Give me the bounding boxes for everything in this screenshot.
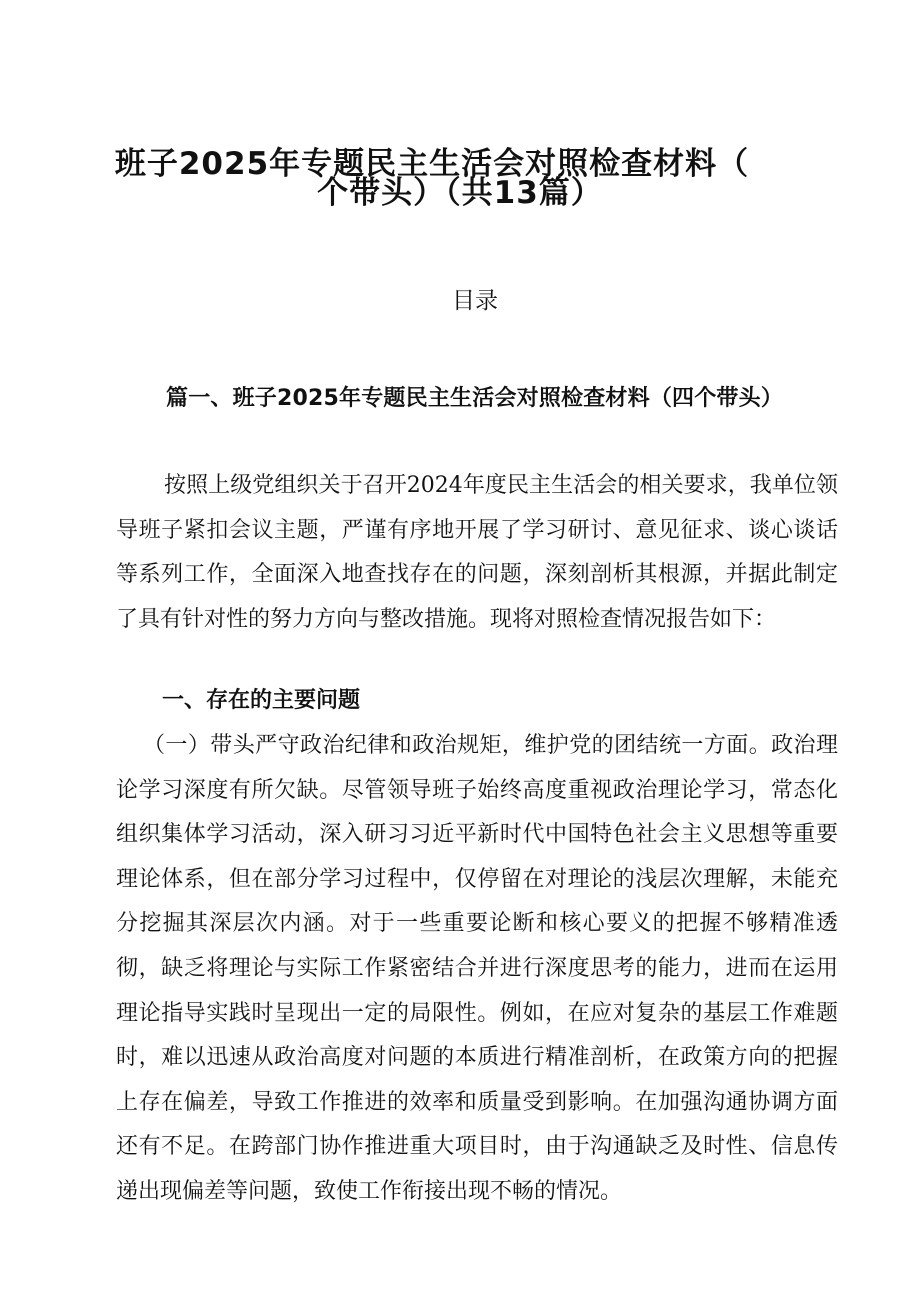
intro-paragraph: 按照上级党组织关于召开2024年度民主生活会的相关要求，我单位领导班子紧扣会议主题，严谨有序地开展了学习研讨、意见征求、谈心谈话等系列工作，全面深入地查找存在的问题，深刻剖析其根源，并据此制定了具有针对性的努力方向与整改措施。现将对照检查情况报告如下：	[116, 473, 838, 632]
table-of-contents-label: 目录	[452, 288, 498, 314]
heading-main-problems: 一、存在的主要问题	[162, 688, 361, 713]
document-title-line-2: 个带头）（共13篇）	[317, 175, 603, 211]
document-title-line-1: 班子2025年专题民主生活会对照检查材料（	[114, 146, 750, 182]
section-title: 篇一、班子2025年专题民主生活会对照检查材料（四个带头）	[166, 386, 784, 411]
problem-paragraph: （一）带头严守政治纪律和政治规矩，维护党的团结统一方面。政治理论学习深度有所欠缺。尽管领导班子始终高度重视政治理论学习，常态化组织集体学习活动，深入研习习近平新时代中国特色社会主义思想等重要理论体系，但在部分学习过程中，仅停留在对理论的浅层次理解，未能充分挖掘其深层次内涵。对于一些重要论断和核心要义的把握不够精准透彻，缺乏将理论与实际工作紧密结合并进行深度思考的能力，进而在运用理论指导实践时呈现出一定的局限性。例如，在应对复杂的基层工作难题时，难以迅速从政治高度对问题的本质进行精准剖析，在政策方向的把握上存在偏差，导致工作推进的效率和质量受到影响。在加强沟通协调方面还有不足。在跨部门协作推进重大项目时，由于沟通缺乏及时性、信息传递出现偏差等问题，致使工作衔接出现不畅的情况。	[116, 733, 838, 1204]
